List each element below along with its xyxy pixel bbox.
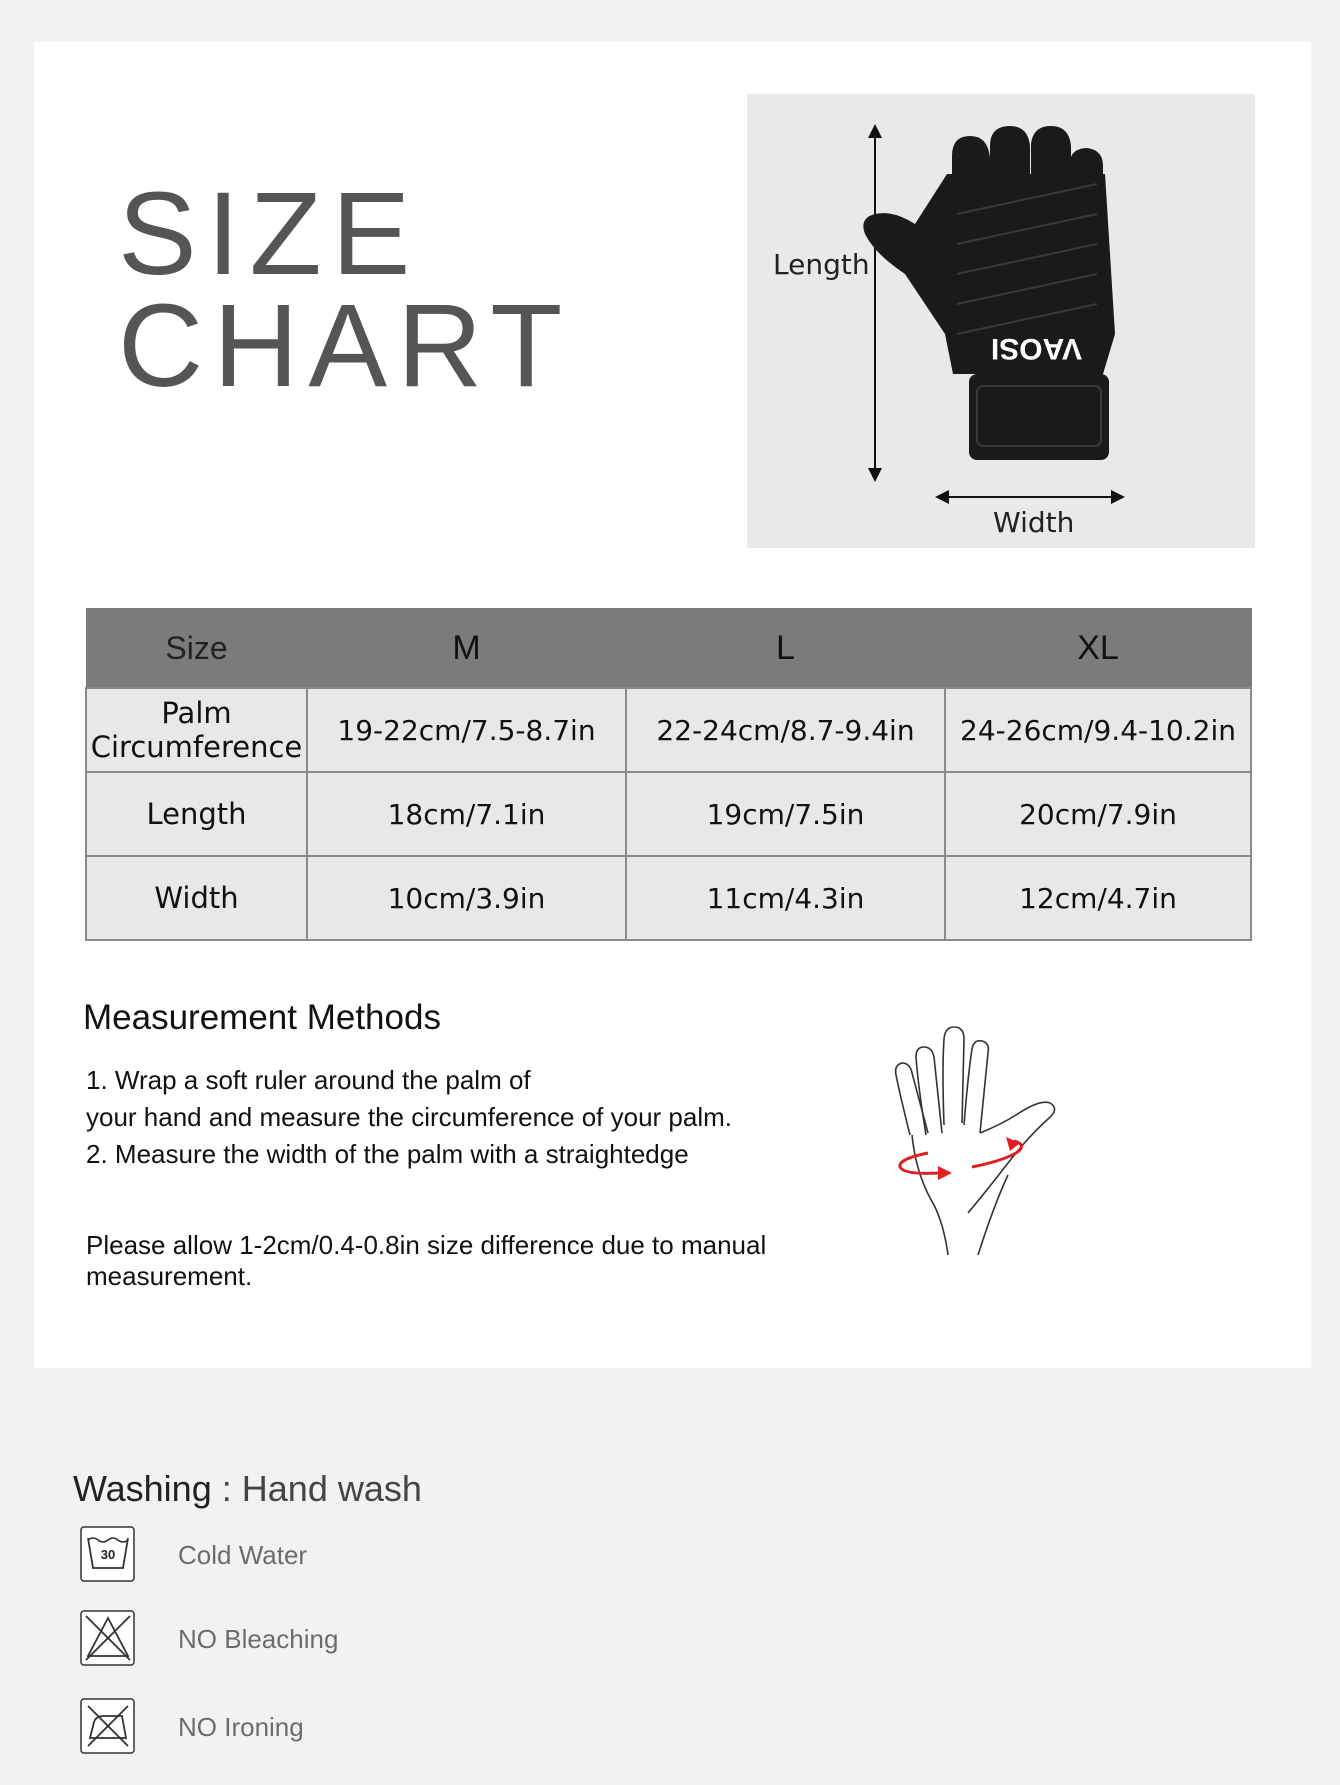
no-iron-icon bbox=[80, 1698, 136, 1754]
measurement-steps bbox=[86, 1062, 732, 1173]
size-xl-header: XL bbox=[945, 609, 1251, 689]
table-cell: 24-26cm/9.4-10.2in bbox=[945, 688, 1251, 772]
brand-logo: VAOSI bbox=[990, 332, 1082, 365]
width-label: Width bbox=[993, 506, 1075, 539]
table-row bbox=[86, 772, 1251, 856]
care-text: Cold Water bbox=[178, 1540, 308, 1570]
size-chart-title bbox=[118, 168, 573, 412]
glove-image bbox=[747, 94, 1255, 548]
svg-text:30: 30 bbox=[100, 1547, 116, 1562]
size-header: Size bbox=[86, 609, 307, 689]
table-cell: 11cm/4.3in bbox=[626, 856, 945, 940]
table-cell: 20cm/7.9in bbox=[945, 772, 1251, 856]
table-cell: 22-24cm/8.7-9.4in bbox=[626, 688, 945, 772]
table-cell: 18cm/7.1in bbox=[307, 772, 626, 856]
table-header-row bbox=[86, 609, 1251, 689]
glove-diagram bbox=[747, 94, 1255, 548]
washing-value: Hand wash bbox=[241, 1468, 422, 1509]
care-item-no-ironing bbox=[80, 1698, 680, 1758]
row-label-width: Width bbox=[86, 856, 307, 940]
washing-label: Washing bbox=[73, 1468, 212, 1509]
row-label-line: Palm bbox=[161, 696, 232, 730]
hand-measure-icon bbox=[880, 1025, 1110, 1260]
measurement-methods-title: Measurement Methods bbox=[83, 998, 441, 1037]
measurement-note: Please allow 1-2cm/0.4-0.8in size difference due to manual measurement. bbox=[86, 1230, 767, 1291]
table-cell: 19cm/7.5in bbox=[626, 772, 945, 856]
care-text: NO Ironing bbox=[178, 1712, 304, 1742]
row-label-line: Circumference bbox=[90, 730, 303, 764]
wash-30-icon bbox=[80, 1526, 136, 1582]
size-l-header: L bbox=[626, 609, 945, 689]
table-cell: 12cm/4.7in bbox=[945, 856, 1251, 940]
size-table bbox=[85, 608, 1252, 941]
washing-separator: : bbox=[221, 1468, 232, 1509]
step-1-line-2: your hand and measure the circumference of your palm. bbox=[86, 1102, 733, 1132]
care-item-cold-water bbox=[80, 1526, 680, 1586]
washing-title bbox=[73, 1468, 422, 1510]
table-cell: 19-22cm/7.5-8.7in bbox=[307, 688, 626, 772]
table-row bbox=[86, 856, 1251, 940]
title-line-2: CHART bbox=[118, 280, 573, 412]
title-line-1: SIZE bbox=[118, 168, 421, 300]
step-2: 2. Measure the width of the palm with a straightedge bbox=[86, 1139, 689, 1169]
table-row bbox=[86, 688, 1251, 772]
length-label: Length bbox=[773, 248, 870, 281]
row-label-length: Length bbox=[86, 772, 307, 856]
care-item-no-bleaching bbox=[80, 1610, 680, 1670]
row-label-palm-circumference bbox=[86, 688, 307, 772]
table-cell: 10cm/3.9in bbox=[307, 856, 626, 940]
no-bleach-icon bbox=[80, 1610, 136, 1666]
care-text: NO Bleaching bbox=[178, 1624, 339, 1654]
step-1-line-1: 1. Wrap a soft ruler around the palm of bbox=[86, 1065, 531, 1095]
size-m-header: M bbox=[307, 609, 626, 689]
